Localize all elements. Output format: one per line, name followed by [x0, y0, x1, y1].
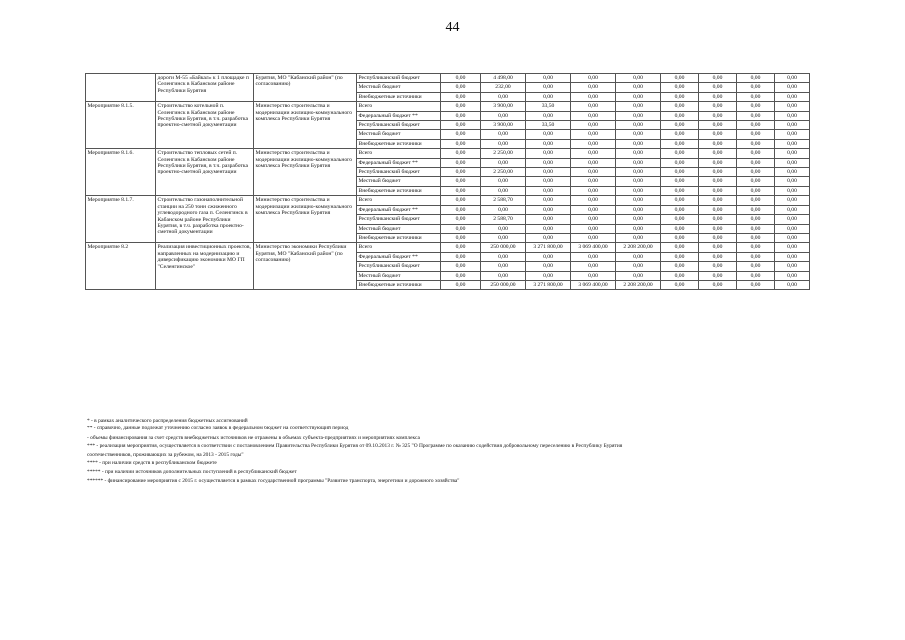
amount-cell: 0,00 — [571, 92, 616, 101]
amount-cell: 0,00 — [737, 224, 775, 233]
amount-cell: 0,00 — [737, 280, 775, 289]
funding-source-cell: Федеральный бюджет ** — [357, 111, 441, 120]
amount-cell: 0,00 — [661, 111, 699, 120]
amount-cell: 0,00 — [699, 92, 737, 101]
amount-cell: 232,00 — [481, 83, 526, 92]
amount-cell: 0,00 — [737, 205, 775, 214]
measure-title-cell: Строительство газонаполнительной станции на 250 тонн сжиженного углеводородного газа п. Селенгинск в Кабанском районе Республики Бурятия, в т.ч. разработка проектно-сметной документации — [156, 196, 254, 243]
amount-cell: 0,00 — [737, 168, 775, 177]
funding-source-cell: Внебюджетные источники — [357, 186, 441, 195]
amount-cell: 0,00 — [571, 196, 616, 205]
amount-cell: 0,00 — [661, 139, 699, 148]
measure-title-cell: Строительство котельной п. Селенгинск в Кабанском районе Республики Бурятия, в т.ч. разработка проектно-сметной документации — [156, 102, 254, 149]
amount-cell: 0,00 — [526, 186, 571, 195]
budget-table — [85, 73, 810, 290]
amount-cell: 0,00 — [616, 205, 661, 214]
amount-cell: 0,00 — [481, 177, 526, 186]
amount-cell: 0,00 — [616, 121, 661, 130]
amount-cell: 0,00 — [775, 149, 810, 158]
amount-cell: 0,00 — [775, 121, 810, 130]
amount-cell: 4 498,00 — [481, 74, 526, 83]
amount-cell: 0,00 — [481, 233, 526, 242]
executor-cell: Министерство строительства и модернизации жилищно-коммунального комплекса Республики Бурятия — [254, 196, 357, 243]
amount-cell: 0,00 — [441, 92, 481, 101]
amount-cell: 0,00 — [661, 243, 699, 252]
amount-cell: 0,00 — [481, 158, 526, 167]
amount-cell: 3 271 800,00 — [526, 243, 571, 252]
amount-cell: 0,00 — [775, 130, 810, 139]
footnote: *** - реализация мероприятия, осуществляется в соответствии с постановлением Правительства Республики Бурятия от 09.10.2013 г. № 325 "О Программе по оказанию содействия добровольному переселению в Республику Бурятия — [87, 443, 623, 450]
amount-cell: 0,00 — [571, 139, 616, 148]
amount-cell: 0,00 — [737, 271, 775, 280]
amount-cell: 0,00 — [699, 111, 737, 120]
amount-cell: 0,00 — [737, 158, 775, 167]
amount-cell: 0,00 — [737, 196, 775, 205]
measure-cell — [86, 74, 156, 102]
amount-cell: 0,00 — [699, 74, 737, 83]
amount-cell: 0,00 — [661, 130, 699, 139]
amount-cell: 2 588,70 — [481, 196, 526, 205]
measure-cell: Мероприятие 8.1.7. — [86, 196, 156, 243]
amount-cell: 0,00 — [661, 83, 699, 92]
amount-cell: 33,50 — [526, 102, 571, 111]
table-row — [86, 74, 810, 83]
amount-cell: 0,00 — [737, 92, 775, 101]
amount-cell: 0,00 — [699, 177, 737, 186]
funding-source-cell: Внебюджетные источники — [357, 92, 441, 101]
amount-cell: 2 208 200,00 — [616, 243, 661, 252]
amount-cell: 0,00 — [526, 177, 571, 186]
amount-cell: 0,00 — [737, 262, 775, 271]
amount-cell: 3 271 800,00 — [526, 280, 571, 289]
amount-cell: 0,00 — [737, 215, 775, 224]
funding-source-cell: Местный бюджет — [357, 224, 441, 233]
amount-cell: 0,00 — [526, 271, 571, 280]
funding-source-cell: Республиканский бюджет — [357, 74, 441, 83]
amount-cell: 0,00 — [775, 205, 810, 214]
amount-cell: 0,00 — [661, 205, 699, 214]
amount-cell: 0,00 — [699, 83, 737, 92]
amount-cell: 0,00 — [481, 92, 526, 101]
amount-cell: 0,00 — [616, 252, 661, 261]
measure-cell: Мероприятие 8.2 — [86, 243, 156, 290]
amount-cell: 0,00 — [699, 280, 737, 289]
amount-cell: 0,00 — [661, 168, 699, 177]
amount-cell: 0,00 — [441, 186, 481, 195]
amount-cell: 0,00 — [441, 205, 481, 214]
footnote: - объемы финансирования за счет средств внебюджетных источников не отражены в объемах субъекта-предприятиях и мероприятиях комплекса — [87, 434, 420, 441]
amount-cell: 0,00 — [441, 262, 481, 271]
amount-cell: 0,00 — [441, 252, 481, 261]
amount-cell: 2 250,00 — [481, 149, 526, 158]
amount-cell: 0,00 — [616, 139, 661, 148]
funding-source-cell: Всего — [357, 196, 441, 205]
amount-cell: 0,00 — [775, 158, 810, 167]
amount-cell: 0,00 — [571, 233, 616, 242]
amount-cell: 0,00 — [661, 262, 699, 271]
funding-source-cell: Внебюджетные источники — [357, 233, 441, 242]
amount-cell: 0,00 — [699, 215, 737, 224]
funding-source-cell: Республиканский бюджет — [357, 262, 441, 271]
funding-source-cell: Местный бюджет — [357, 271, 441, 280]
amount-cell: 2 208 200,00 — [616, 280, 661, 289]
amount-cell: 0,00 — [699, 243, 737, 252]
amount-cell: 0,00 — [526, 139, 571, 148]
amount-cell: 0,00 — [775, 280, 810, 289]
amount-cell: 0,00 — [441, 83, 481, 92]
amount-cell: 0,00 — [441, 102, 481, 111]
measure-cell: Мероприятие 8.1.5. — [86, 102, 156, 149]
amount-cell: 0,00 — [526, 252, 571, 261]
amount-cell: 0,00 — [699, 262, 737, 271]
amount-cell: 0,00 — [661, 196, 699, 205]
amount-cell: 0,00 — [481, 262, 526, 271]
amount-cell: 0,00 — [699, 121, 737, 130]
amount-cell: 0,00 — [571, 186, 616, 195]
amount-cell: 0,00 — [571, 168, 616, 177]
amount-cell: 0,00 — [481, 111, 526, 120]
amount-cell: 0,00 — [661, 271, 699, 280]
amount-cell: 0,00 — [526, 92, 571, 101]
table-row — [86, 196, 810, 205]
amount-cell: 0,00 — [616, 130, 661, 139]
amount-cell: 0,00 — [481, 139, 526, 148]
amount-cell: 0,00 — [775, 262, 810, 271]
amount-cell: 3 069 400,00 — [571, 280, 616, 289]
amount-cell: 0,00 — [571, 102, 616, 111]
amount-cell: 0,00 — [775, 168, 810, 177]
amount-cell: 0,00 — [661, 74, 699, 83]
amount-cell: 3 900,00 — [481, 121, 526, 130]
amount-cell: 0,00 — [616, 111, 661, 120]
funding-source-cell: Федеральный бюджет ** — [357, 205, 441, 214]
amount-cell: 0,00 — [616, 271, 661, 280]
amount-cell: 0,00 — [571, 252, 616, 261]
amount-cell: 0,00 — [441, 271, 481, 280]
amount-cell: 0,00 — [441, 111, 481, 120]
funding-source-cell: Республиканский бюджет — [357, 215, 441, 224]
amount-cell: 0,00 — [775, 92, 810, 101]
amount-cell: 0,00 — [616, 74, 661, 83]
executor-cell: Министерство строительства и модернизации жилищно-коммунального комплекса Республики Бурятия — [254, 102, 357, 149]
amount-cell: 0,00 — [526, 83, 571, 92]
amount-cell: 0,00 — [441, 74, 481, 83]
funding-source-cell: Местный бюджет — [357, 130, 441, 139]
amount-cell: 0,00 — [661, 158, 699, 167]
amount-cell: 0,00 — [441, 243, 481, 252]
funding-source-cell: Федеральный бюджет ** — [357, 252, 441, 261]
amount-cell: 0,00 — [775, 233, 810, 242]
amount-cell: 0,00 — [441, 158, 481, 167]
amount-cell: 0,00 — [441, 280, 481, 289]
measure-cell: Мероприятие 8.1.6. — [86, 149, 156, 196]
amount-cell: 0,00 — [775, 111, 810, 120]
amount-cell: 0,00 — [699, 168, 737, 177]
amount-cell: 0,00 — [526, 262, 571, 271]
amount-cell: 0,00 — [616, 196, 661, 205]
amount-cell: 0,00 — [616, 83, 661, 92]
amount-cell: 0,00 — [775, 243, 810, 252]
table-row — [86, 102, 810, 111]
amount-cell: 0,00 — [699, 233, 737, 242]
amount-cell: 0,00 — [737, 252, 775, 261]
amount-cell: 0,00 — [737, 186, 775, 195]
amount-cell: 0,00 — [571, 158, 616, 167]
amount-cell: 0,00 — [699, 252, 737, 261]
amount-cell: 0,00 — [481, 252, 526, 261]
amount-cell: 0,00 — [661, 280, 699, 289]
amount-cell: 0,00 — [441, 121, 481, 130]
amount-cell: 0,00 — [441, 139, 481, 148]
executor-cell: Министерство строительства и модернизации жилищно-коммунального комплекса Республики Бурятия — [254, 149, 357, 196]
amount-cell: 0,00 — [737, 121, 775, 130]
amount-cell: 3 069 400,00 — [571, 243, 616, 252]
amount-cell: 0,00 — [571, 215, 616, 224]
amount-cell: 0,00 — [616, 186, 661, 195]
funding-source-cell: Всего — [357, 243, 441, 252]
amount-cell: 0,00 — [526, 158, 571, 167]
amount-cell: 0,00 — [571, 74, 616, 83]
amount-cell: 0,00 — [737, 130, 775, 139]
amount-cell: 0,00 — [441, 130, 481, 139]
measure-title-cell: Строительство тепловых сетей п. Селенгинск в Кабанском районе Республики Бурятия, в т.ч. разработка проектно-сметной документации — [156, 149, 254, 196]
amount-cell: 0,00 — [737, 177, 775, 186]
amount-cell: 0,00 — [481, 130, 526, 139]
amount-cell: 0,00 — [616, 224, 661, 233]
funding-source-cell: Всего — [357, 102, 441, 111]
funding-source-cell: Внебюджетные источники — [357, 280, 441, 289]
amount-cell: 0,00 — [616, 215, 661, 224]
amount-cell: 0,00 — [699, 149, 737, 158]
amount-cell: 33,50 — [526, 121, 571, 130]
amount-cell: 0,00 — [571, 149, 616, 158]
amount-cell: 0,00 — [526, 130, 571, 139]
page-number: 44 — [445, 20, 460, 35]
amount-cell: 0,00 — [526, 224, 571, 233]
amount-cell: 0,00 — [526, 149, 571, 158]
amount-cell: 0,00 — [526, 196, 571, 205]
amount-cell: 0,00 — [737, 102, 775, 111]
amount-cell: 0,00 — [526, 111, 571, 120]
amount-cell: 0,00 — [616, 262, 661, 271]
footnote: **** - при наличии средств в республиканском бюджете — [87, 460, 217, 467]
amount-cell: 0,00 — [737, 149, 775, 158]
footnotes — [87, 417, 827, 485]
amount-cell: 0,00 — [481, 205, 526, 214]
amount-cell: 0,00 — [481, 224, 526, 233]
amount-cell: 0,00 — [775, 215, 810, 224]
table-row — [86, 243, 810, 252]
amount-cell: 0,00 — [775, 271, 810, 280]
funding-source-cell: Всего — [357, 149, 441, 158]
amount-cell: 0,00 — [616, 177, 661, 186]
table-row — [86, 149, 810, 158]
amount-cell: 0,00 — [441, 215, 481, 224]
amount-cell: 0,00 — [775, 74, 810, 83]
amount-cell: 0,00 — [526, 215, 571, 224]
amount-cell: 0,00 — [661, 252, 699, 261]
amount-cell: 0,00 — [699, 130, 737, 139]
amount-cell: 0,00 — [737, 139, 775, 148]
amount-cell: 0,00 — [441, 177, 481, 186]
funding-source-cell: Внебюджетные источники — [357, 139, 441, 148]
measure-title-cell: Реализация инвестиционных проектов, направленных на модернизацию и диверсификацию экономики МО ГП "Селенгинское" — [156, 243, 254, 290]
amount-cell: 0,00 — [661, 224, 699, 233]
footnote: ****** - финансирование мероприятия с 2015 г. осуществляется в рамках государственной программы "Развитие транспорта, энергетики и дорожного хозяйства" — [87, 477, 460, 484]
amount-cell: 0,00 — [441, 149, 481, 158]
amount-cell: 0,00 — [571, 83, 616, 92]
executor-cell: Министерство экономики Республики Бурятия, МО "Кабанский район" (по согласованию) — [254, 243, 357, 290]
amount-cell: 0,00 — [661, 121, 699, 130]
amount-cell: 0,00 — [441, 196, 481, 205]
amount-cell: 0,00 — [616, 102, 661, 111]
amount-cell: 0,00 — [661, 92, 699, 101]
amount-cell: 0,00 — [699, 139, 737, 148]
funding-source-cell: Местный бюджет — [357, 83, 441, 92]
amount-cell: 0,00 — [737, 74, 775, 83]
amount-cell: 0,00 — [571, 205, 616, 214]
amount-cell: 0,00 — [526, 168, 571, 177]
amount-cell: 0,00 — [699, 205, 737, 214]
amount-cell: 0,00 — [481, 271, 526, 280]
amount-cell: 0,00 — [441, 233, 481, 242]
amount-cell: 0,00 — [571, 111, 616, 120]
amount-cell: 0,00 — [616, 149, 661, 158]
amount-cell: 0,00 — [571, 177, 616, 186]
amount-cell: 0,00 — [661, 177, 699, 186]
amount-cell: 0,00 — [616, 168, 661, 177]
amount-cell: 0,00 — [661, 215, 699, 224]
amount-cell: 0,00 — [571, 121, 616, 130]
amount-cell: 0,00 — [616, 158, 661, 167]
amount-cell: 0,00 — [526, 74, 571, 83]
footnote: ***** - при наличии источников дополнительных поступлений в республиканский бюджет — [87, 468, 297, 475]
amount-cell: 0,00 — [661, 233, 699, 242]
amount-cell: 0,00 — [775, 177, 810, 186]
amount-cell: 0,00 — [699, 224, 737, 233]
amount-cell: 0,00 — [775, 196, 810, 205]
amount-cell: 0,00 — [775, 83, 810, 92]
measure-title-cell: дороги М-55 «Байкал» к 1 площадке п Селенгинск в Кабанском районе Республики Бурятия — [156, 74, 254, 102]
amount-cell: 0,00 — [661, 102, 699, 111]
executor-cell: Бурятия, МО "Кабанский район" (по согласованию) — [254, 74, 357, 102]
amount-cell: 0,00 — [699, 271, 737, 280]
amount-cell: 0,00 — [571, 130, 616, 139]
amount-cell: 0,00 — [526, 233, 571, 242]
amount-cell: 2 250,00 — [481, 168, 526, 177]
amount-cell: 0,00 — [571, 271, 616, 280]
amount-cell: 0,00 — [441, 224, 481, 233]
amount-cell: 0,00 — [737, 111, 775, 120]
amount-cell: 2 588,70 — [481, 215, 526, 224]
amount-cell: 250 000,00 — [481, 243, 526, 252]
amount-cell: 0,00 — [481, 186, 526, 195]
funding-source-cell: Республиканский бюджет — [357, 168, 441, 177]
amount-cell: 0,00 — [441, 168, 481, 177]
amount-cell: 0,00 — [616, 233, 661, 242]
amount-cell: 0,00 — [775, 102, 810, 111]
amount-cell: 0,00 — [775, 139, 810, 148]
amount-cell: 0,00 — [737, 83, 775, 92]
amount-cell: 0,00 — [699, 102, 737, 111]
funding-source-cell: Республиканский бюджет — [357, 121, 441, 130]
footnote: * - в рамках аналитического распределения бюджетных ассигнований — [87, 418, 248, 424]
amount-cell: 0,00 — [775, 186, 810, 195]
amount-cell: 0,00 — [775, 252, 810, 261]
amount-cell: 0,00 — [661, 149, 699, 158]
amount-cell: 0,00 — [699, 158, 737, 167]
footnote: ** - справочно, данные подлежат уточнению согласно заявок в федеральном бюджет на соответствующий период — [87, 425, 349, 431]
amount-cell: 0,00 — [775, 224, 810, 233]
funding-source-cell: Местный бюджет — [357, 177, 441, 186]
amount-cell: 0,00 — [526, 205, 571, 214]
amount-cell: 0,00 — [699, 186, 737, 195]
funding-source-cell: Федеральный бюджет ** — [357, 158, 441, 167]
amount-cell: 250 000,00 — [481, 280, 526, 289]
amount-cell: 0,00 — [571, 224, 616, 233]
footnote: соотечественников, проживающих за рубежом, на 2013 - 2015 годы" — [87, 451, 244, 458]
amount-cell: 0,00 — [571, 262, 616, 271]
amount-cell: 0,00 — [616, 92, 661, 101]
amount-cell: 3 900,00 — [481, 102, 526, 111]
amount-cell: 0,00 — [737, 243, 775, 252]
amount-cell: 0,00 — [737, 233, 775, 242]
amount-cell: 0,00 — [661, 186, 699, 195]
amount-cell: 0,00 — [699, 196, 737, 205]
